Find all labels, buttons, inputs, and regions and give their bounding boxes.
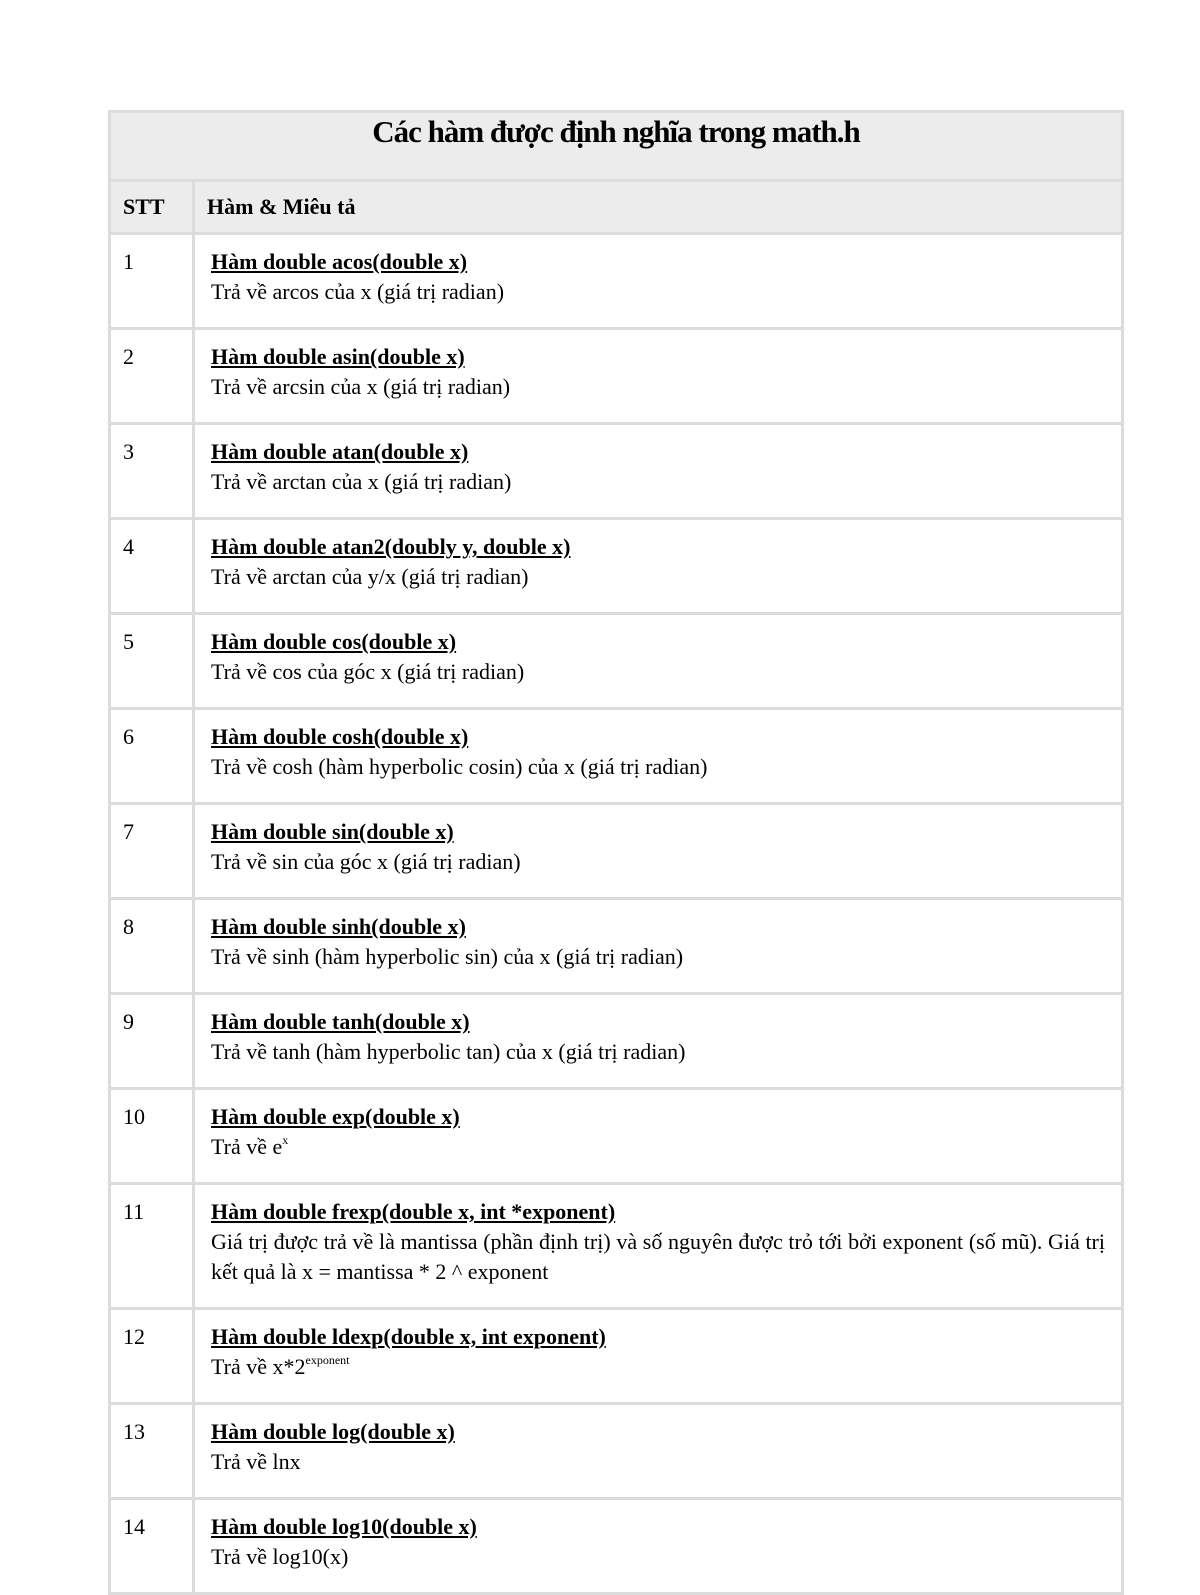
row-content [194, 329, 1123, 424]
row-number: 4 [110, 519, 194, 614]
table-row [110, 709, 1123, 804]
function-link-ldexp[interactable]: Hàm double ldexp(double x, int exponent) [211, 1324, 606, 1349]
function-description: Giá trị được trả về là mantissa (phần định trị) và số nguyên được trỏ tới bởi exponent (số mũ). Giá trị kết quả là x = mantissa * 2 ^ exponent [211, 1229, 1105, 1284]
header-function-description: Hàm & Miêu tả [194, 181, 1123, 234]
table-row [110, 424, 1123, 519]
table-row [110, 994, 1123, 1089]
function-description: Trả về log10(x) [211, 1544, 349, 1569]
function-link-sinh[interactable]: Hàm double sinh(double x) [211, 914, 466, 939]
row-number: 12 [110, 1309, 194, 1404]
table-row [110, 1184, 1123, 1309]
row-content [194, 1404, 1123, 1499]
row-content [194, 1499, 1123, 1594]
row-number: 7 [110, 804, 194, 899]
function-description: Trả về cos của góc x (giá trị radian) [211, 659, 525, 684]
row-content [194, 614, 1123, 709]
function-link-atan2[interactable]: Hàm double atan2(doubly y, double x) [211, 534, 571, 559]
row-number: 1 [110, 234, 194, 329]
row-content [194, 519, 1123, 614]
row-content [194, 709, 1123, 804]
table-row [110, 1309, 1123, 1404]
table-row [110, 804, 1123, 899]
function-description [211, 1132, 1105, 1162]
row-content [194, 1309, 1123, 1404]
row-number: 14 [110, 1499, 194, 1594]
header-stt: STT [110, 181, 194, 234]
table-title: Các hàm được định nghĩa trong math.h [110, 112, 1123, 181]
function-description: Trả về cosh (hàm hyperbolic cosin) của x (giá trị radian) [211, 754, 708, 779]
function-description: Trả về arctan của x (giá trị radian) [211, 469, 512, 494]
table-row [110, 519, 1123, 614]
row-number: 5 [110, 614, 194, 709]
function-link-acos[interactable]: Hàm double acos(double x) [211, 249, 468, 274]
function-description [211, 1352, 1105, 1382]
table-row [110, 329, 1123, 424]
row-number: 9 [110, 994, 194, 1089]
table-row [110, 1089, 1123, 1184]
table-row [110, 1499, 1123, 1594]
superscript: x [282, 1132, 289, 1147]
function-description: Trả về sin của góc x (giá trị radian) [211, 849, 521, 874]
function-description: Trả về lnx [211, 1449, 301, 1474]
row-content [194, 1184, 1123, 1309]
function-description: Trả về arcos của x (giá trị radian) [211, 279, 505, 304]
row-content [194, 1089, 1123, 1184]
function-link-asin[interactable]: Hàm double asin(double x) [211, 344, 465, 369]
row-number: 2 [110, 329, 194, 424]
function-link-log[interactable]: Hàm double log(double x) [211, 1419, 455, 1444]
function-link-exp[interactable]: Hàm double exp(double x) [211, 1104, 460, 1129]
table-row [110, 899, 1123, 994]
math-functions-table [108, 110, 1124, 1595]
row-number: 13 [110, 1404, 194, 1499]
description-text: Trả về e [211, 1134, 283, 1159]
function-link-frexp[interactable]: Hàm double frexp(double x, int *exponent) [211, 1199, 616, 1224]
function-link-cosh[interactable]: Hàm double cosh(double x) [211, 724, 469, 749]
function-link-atan[interactable]: Hàm double atan(double x) [211, 439, 469, 464]
description-text: Trả về x*2 [211, 1354, 306, 1379]
row-content [194, 234, 1123, 329]
superscript: exponent [305, 1352, 350, 1367]
table-header-row [110, 181, 1123, 234]
row-content [194, 899, 1123, 994]
table-row [110, 234, 1123, 329]
row-number: 6 [110, 709, 194, 804]
function-description: Trả về tanh (hàm hyperbolic tan) của x (giá trị radian) [211, 1039, 686, 1064]
function-link-log10[interactable]: Hàm double log10(double x) [211, 1514, 477, 1539]
row-content [194, 804, 1123, 899]
function-description: Trả về arctan của y/x (giá trị radian) [211, 564, 529, 589]
row-number: 10 [110, 1089, 194, 1184]
row-number: 3 [110, 424, 194, 519]
row-content [194, 424, 1123, 519]
function-link-cos[interactable]: Hàm double cos(double x) [211, 629, 457, 654]
function-link-tanh[interactable]: Hàm double tanh(double x) [211, 1009, 470, 1034]
table-title-row [110, 112, 1123, 181]
row-content [194, 994, 1123, 1089]
table-row [110, 1404, 1123, 1499]
table-row [110, 614, 1123, 709]
function-description: Trả về sinh (hàm hyperbolic sin) của x (giá trị radian) [211, 944, 684, 969]
function-description: Trả về arcsin của x (giá trị radian) [211, 374, 511, 399]
function-link-sin[interactable]: Hàm double sin(double x) [211, 819, 454, 844]
row-number: 11 [110, 1184, 194, 1309]
row-number: 8 [110, 899, 194, 994]
